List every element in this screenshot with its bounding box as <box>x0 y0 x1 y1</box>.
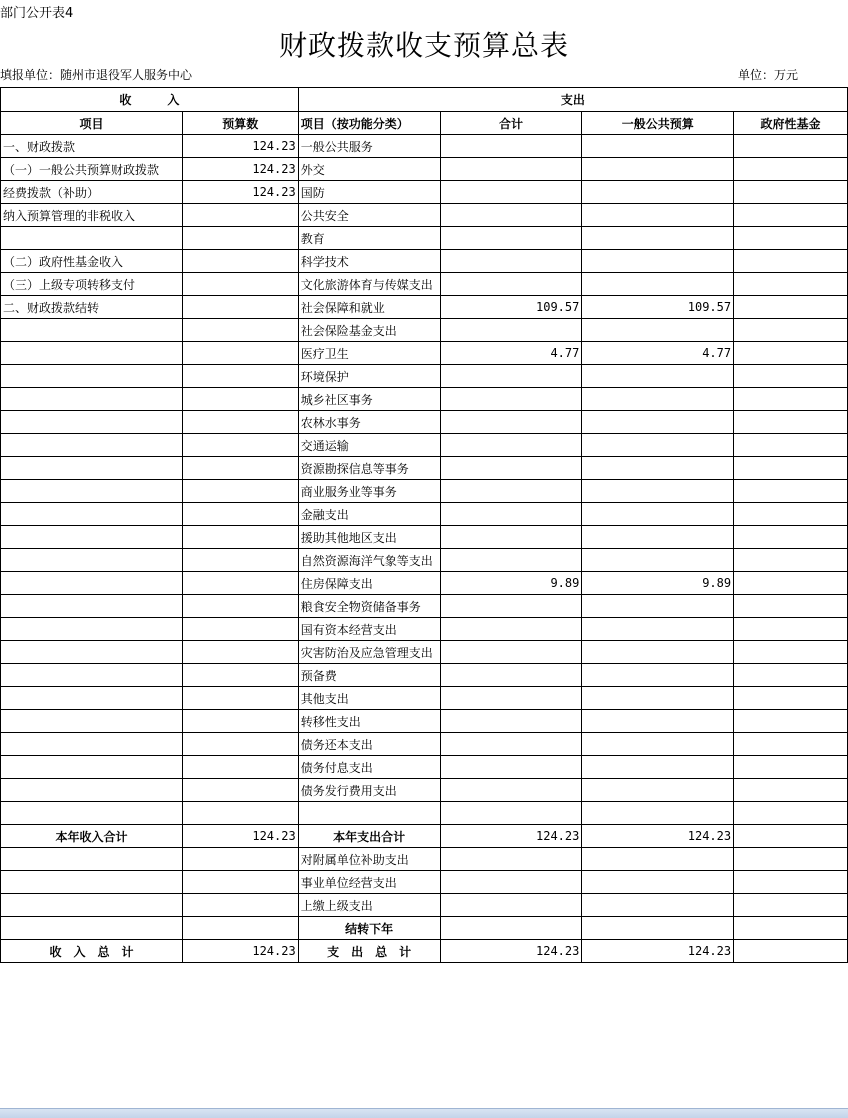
income-amount-cell <box>182 342 298 365</box>
total-header: 合计 <box>440 112 582 135</box>
expense-item-cell: 债务付息支出 <box>298 756 440 779</box>
expense-item-cell: 灾害防治及应急管理支出 <box>298 641 440 664</box>
fund-cell <box>734 618 848 641</box>
table-row <box>1 664 848 687</box>
fund-cell <box>734 181 848 204</box>
income-amount-cell: 124.23 <box>182 158 298 181</box>
table-row <box>1 549 848 572</box>
income-amount-cell: 124.23 <box>182 181 298 204</box>
fund-cell <box>734 342 848 365</box>
fund-cell <box>734 802 848 825</box>
income-amount-cell <box>182 388 298 411</box>
fund-cell <box>734 779 848 802</box>
total-cell <box>440 710 582 733</box>
income-item-cell: （一）一般公共预算财政拨款 <box>1 158 183 181</box>
sub-expense-label: 上缴上级支出 <box>298 894 440 917</box>
grand-expense-total: 124.23 <box>440 940 582 963</box>
empty-cell <box>734 917 848 940</box>
income-amount-header: 预算数 <box>182 112 298 135</box>
empty-cell <box>182 917 298 940</box>
sub-expense-row <box>1 848 848 871</box>
fund-cell <box>734 250 848 273</box>
total-cell <box>440 273 582 296</box>
income-amount-cell <box>182 802 298 825</box>
income-item-cell <box>1 802 183 825</box>
currency-unit: 单位：万元 <box>738 68 799 82</box>
fund-cell <box>734 434 848 457</box>
general-budget-cell: 109.57 <box>582 296 734 319</box>
expense-item-cell: 援助其他地区支出 <box>298 526 440 549</box>
income-item-cell <box>1 549 183 572</box>
income-item-header: 项目 <box>1 112 183 135</box>
fund-cell <box>734 135 848 158</box>
general-budget-cell <box>582 158 734 181</box>
expense-item-cell: 科学技术 <box>298 250 440 273</box>
income-amount-cell <box>182 365 298 388</box>
expense-item-cell: 环境保护 <box>298 365 440 388</box>
empty-cell <box>734 871 848 894</box>
income-item-cell: 一、财政拨款 <box>1 135 183 158</box>
income-item-cell <box>1 756 183 779</box>
expense-item-cell: 一般公共服务 <box>298 135 440 158</box>
income-amount-cell <box>182 250 298 273</box>
table-row <box>1 434 848 457</box>
income-amount-cell <box>182 618 298 641</box>
income-item-cell <box>1 388 183 411</box>
fund-cell <box>734 296 848 319</box>
income-item-cell <box>1 710 183 733</box>
income-item-cell: 二、财政拨款结转 <box>1 296 183 319</box>
grand-income-value: 124.23 <box>182 940 298 963</box>
total-cell <box>440 480 582 503</box>
general-budget-cell <box>582 687 734 710</box>
table-row <box>1 296 848 319</box>
total-cell <box>440 181 582 204</box>
fund-cell <box>734 526 848 549</box>
fund-cell <box>734 273 848 296</box>
expense-item-header: 项目（按功能分类） <box>298 112 440 135</box>
total-cell <box>440 204 582 227</box>
sub-expense-label: 事业单位经营支出 <box>298 871 440 894</box>
fund-cell <box>734 756 848 779</box>
expense-item-cell: 文化旅游体育与传媒支出 <box>298 273 440 296</box>
total-cell <box>440 756 582 779</box>
total-cell <box>440 779 582 802</box>
general-budget-cell <box>582 135 734 158</box>
year-expense-general: 124.23 <box>582 825 734 848</box>
general-budget-cell <box>582 779 734 802</box>
empty-cell <box>182 848 298 871</box>
grand-income-label: 收 入 总 计 <box>1 940 183 963</box>
fund-cell <box>734 572 848 595</box>
general-budget-cell <box>582 526 734 549</box>
income-amount-cell <box>182 756 298 779</box>
table-row <box>1 595 848 618</box>
general-budget-cell <box>582 664 734 687</box>
expense-item-cell <box>298 802 440 825</box>
empty-cell <box>440 848 582 871</box>
income-amount-cell <box>182 549 298 572</box>
income-item-cell <box>1 664 183 687</box>
general-budget-cell <box>582 181 734 204</box>
empty-cell <box>734 894 848 917</box>
empty-cell <box>1 848 183 871</box>
income-item-cell <box>1 365 183 388</box>
table-row <box>1 365 848 388</box>
total-cell <box>440 411 582 434</box>
income-amount-cell <box>182 296 298 319</box>
fund-cell <box>734 687 848 710</box>
table-row <box>1 457 848 480</box>
year-total-row <box>1 825 848 848</box>
table-row <box>1 135 848 158</box>
empty-cell <box>440 894 582 917</box>
income-item-cell: （三）上级专项转移支付 <box>1 273 183 296</box>
income-item-cell <box>1 227 183 250</box>
general-budget-cell <box>582 503 734 526</box>
sub-expense-row <box>1 894 848 917</box>
income-item-cell <box>1 319 183 342</box>
income-amount-cell <box>182 779 298 802</box>
total-cell <box>440 503 582 526</box>
grand-total-row <box>1 940 848 963</box>
fund-cell <box>734 503 848 526</box>
year-expense-total: 124.23 <box>440 825 582 848</box>
table-row <box>1 503 848 526</box>
income-item-cell <box>1 411 183 434</box>
expense-item-cell: 社会保险基金支出 <box>298 319 440 342</box>
expense-item-cell: 金融支出 <box>298 503 440 526</box>
total-cell <box>440 227 582 250</box>
table-row <box>1 342 848 365</box>
income-item-cell <box>1 618 183 641</box>
general-budget-cell <box>582 250 734 273</box>
expense-item-cell: 国防 <box>298 181 440 204</box>
carry-over-row <box>1 917 848 940</box>
total-cell <box>440 319 582 342</box>
total-cell <box>440 687 582 710</box>
sub-expense-label: 对附属单位补助支出 <box>298 848 440 871</box>
expense-item-cell: 预备费 <box>298 664 440 687</box>
expense-item-cell: 医疗卫生 <box>298 342 440 365</box>
total-cell <box>440 618 582 641</box>
fund-header: 政府性基金 <box>734 112 848 135</box>
income-amount-cell <box>182 664 298 687</box>
empty-cell <box>1 894 183 917</box>
empty-cell <box>440 871 582 894</box>
fund-cell <box>734 549 848 572</box>
income-amount-cell <box>182 572 298 595</box>
general-budget-cell <box>582 641 734 664</box>
expense-item-cell: 自然资源海洋气象等支出 <box>298 549 440 572</box>
income-amount-cell <box>182 273 298 296</box>
general-budget-cell <box>582 457 734 480</box>
fund-cell <box>734 457 848 480</box>
income-item-cell <box>1 457 183 480</box>
fund-cell <box>734 388 848 411</box>
table-row <box>1 204 848 227</box>
table-row <box>1 273 848 296</box>
table-row <box>1 526 848 549</box>
table-row <box>1 319 848 342</box>
income-item-cell <box>1 572 183 595</box>
budget-table <box>0 87 848 963</box>
general-budget-cell <box>582 273 734 296</box>
income-item-cell <box>1 480 183 503</box>
table-row <box>1 158 848 181</box>
sub-expense-row <box>1 871 848 894</box>
grand-expense-fund <box>734 940 848 963</box>
carry-over-label: 结转下年 <box>298 917 440 940</box>
total-cell <box>440 664 582 687</box>
table-row <box>1 411 848 434</box>
fund-cell <box>734 733 848 756</box>
income-amount-cell <box>182 434 298 457</box>
total-cell <box>440 158 582 181</box>
table-row <box>1 779 848 802</box>
column-header-row <box>1 112 848 135</box>
table-row <box>1 756 848 779</box>
general-budget-cell <box>582 756 734 779</box>
fund-cell <box>734 158 848 181</box>
general-budget-cell <box>582 365 734 388</box>
general-budget-cell <box>582 388 734 411</box>
income-item-cell <box>1 503 183 526</box>
fund-cell <box>734 710 848 733</box>
empty-cell <box>1 871 183 894</box>
year-expense-fund <box>734 825 848 848</box>
income-item-cell <box>1 342 183 365</box>
total-cell <box>440 135 582 158</box>
empty-cell <box>582 871 734 894</box>
table-row <box>1 710 848 733</box>
empty-cell <box>182 871 298 894</box>
empty-cell <box>582 848 734 871</box>
fund-cell <box>734 641 848 664</box>
table-row <box>1 618 848 641</box>
table-row <box>1 802 848 825</box>
total-cell <box>440 526 582 549</box>
fund-cell <box>734 365 848 388</box>
year-expense-label: 本年支出合计 <box>298 825 440 848</box>
expense-group-header: 支出 <box>298 88 847 112</box>
income-amount-cell <box>182 457 298 480</box>
income-amount-cell <box>182 641 298 664</box>
income-amount-cell <box>182 710 298 733</box>
general-budget-cell <box>582 227 734 250</box>
table-row <box>1 227 848 250</box>
fund-cell <box>734 319 848 342</box>
expense-item-cell: 教育 <box>298 227 440 250</box>
expense-item-cell: 城乡社区事务 <box>298 388 440 411</box>
table-row <box>1 641 848 664</box>
income-item-cell: 纳入预算管理的非税收入 <box>1 204 183 227</box>
expense-item-cell: 公共安全 <box>298 204 440 227</box>
total-cell: 9.89 <box>440 572 582 595</box>
total-cell <box>440 595 582 618</box>
income-amount-cell <box>182 733 298 756</box>
expense-item-cell: 粮食安全物资储备事务 <box>298 595 440 618</box>
grand-expense-general: 124.23 <box>582 940 734 963</box>
general-budget-cell: 4.77 <box>582 342 734 365</box>
total-cell: 109.57 <box>440 296 582 319</box>
general-budget-cell <box>582 710 734 733</box>
total-cell <box>440 549 582 572</box>
reporting-unit: 填报单位：随州市退役军人服务中心 <box>0 68 193 82</box>
income-item-cell <box>1 779 183 802</box>
income-item-cell <box>1 687 183 710</box>
total-cell <box>440 457 582 480</box>
general-budget-cell <box>582 411 734 434</box>
total-cell <box>440 733 582 756</box>
income-amount-cell <box>182 687 298 710</box>
total-cell <box>440 250 582 273</box>
general-budget-cell <box>582 549 734 572</box>
empty-cell <box>582 917 734 940</box>
income-amount-cell <box>182 319 298 342</box>
expense-item-cell: 农林水事务 <box>298 411 440 434</box>
fund-cell <box>734 204 848 227</box>
general-budget-cell <box>582 204 734 227</box>
page-title: 财政拨款收支预算总表 <box>278 29 569 62</box>
income-amount-cell <box>182 227 298 250</box>
income-amount-cell <box>182 595 298 618</box>
table-row <box>1 687 848 710</box>
total-cell <box>440 802 582 825</box>
empty-cell <box>734 848 848 871</box>
expense-item-cell: 交通运输 <box>298 434 440 457</box>
year-income-label: 本年收入合计 <box>1 825 183 848</box>
empty-cell <box>582 894 734 917</box>
income-amount-cell <box>182 526 298 549</box>
income-amount-cell <box>182 204 298 227</box>
fund-cell <box>734 664 848 687</box>
income-item-cell <box>1 526 183 549</box>
table-row <box>1 572 848 595</box>
year-income-value: 124.23 <box>182 825 298 848</box>
group-header-row <box>1 88 848 112</box>
fund-cell <box>734 480 848 503</box>
income-group-header: 收 入 <box>1 88 299 112</box>
income-item-cell: （二）政府性基金收入 <box>1 250 183 273</box>
general-budget-cell <box>582 618 734 641</box>
income-item-cell <box>1 595 183 618</box>
fund-cell <box>734 595 848 618</box>
general-budget-cell <box>582 480 734 503</box>
income-item-cell <box>1 434 183 457</box>
income-item-cell <box>1 641 183 664</box>
table-row <box>1 181 848 204</box>
table-row <box>1 250 848 273</box>
fund-cell <box>734 227 848 250</box>
general-budget-cell <box>582 595 734 618</box>
income-item-cell <box>1 733 183 756</box>
table-code: 部门公开表4 <box>0 6 74 21</box>
fund-cell <box>734 411 848 434</box>
general-budget-cell <box>582 434 734 457</box>
expense-item-cell: 债务还本支出 <box>298 733 440 756</box>
expense-item-cell: 资源勘探信息等事务 <box>298 457 440 480</box>
total-cell <box>440 641 582 664</box>
income-amount-cell <box>182 411 298 434</box>
table-row <box>1 733 848 756</box>
expense-item-cell: 债务发行费用支出 <box>298 779 440 802</box>
empty-cell <box>1 917 183 940</box>
expense-item-cell: 转移性支出 <box>298 710 440 733</box>
general-budget-cell <box>582 802 734 825</box>
total-cell: 4.77 <box>440 342 582 365</box>
expense-item-cell: 社会保障和就业 <box>298 296 440 319</box>
grand-expense-label: 支 出 总 计 <box>298 940 440 963</box>
expense-item-cell: 外交 <box>298 158 440 181</box>
expense-item-cell: 国有资本经营支出 <box>298 618 440 641</box>
empty-cell <box>182 894 298 917</box>
general-budget-cell <box>582 319 734 342</box>
general-budget-header: 一般公共预算 <box>582 112 734 135</box>
table-row <box>1 388 848 411</box>
total-cell <box>440 388 582 411</box>
income-item-cell: 经费拨款（补助） <box>1 181 183 204</box>
total-cell <box>440 365 582 388</box>
expense-item-cell: 商业服务业等事务 <box>298 480 440 503</box>
income-amount-cell <box>182 503 298 526</box>
empty-cell <box>440 917 582 940</box>
table-row <box>1 480 848 503</box>
total-cell <box>440 434 582 457</box>
expense-item-cell: 其他支出 <box>298 687 440 710</box>
expense-item-cell: 住房保障支出 <box>298 572 440 595</box>
general-budget-cell: 9.89 <box>582 572 734 595</box>
income-amount-cell <box>182 480 298 503</box>
general-budget-cell <box>582 733 734 756</box>
income-amount-cell: 124.23 <box>182 135 298 158</box>
